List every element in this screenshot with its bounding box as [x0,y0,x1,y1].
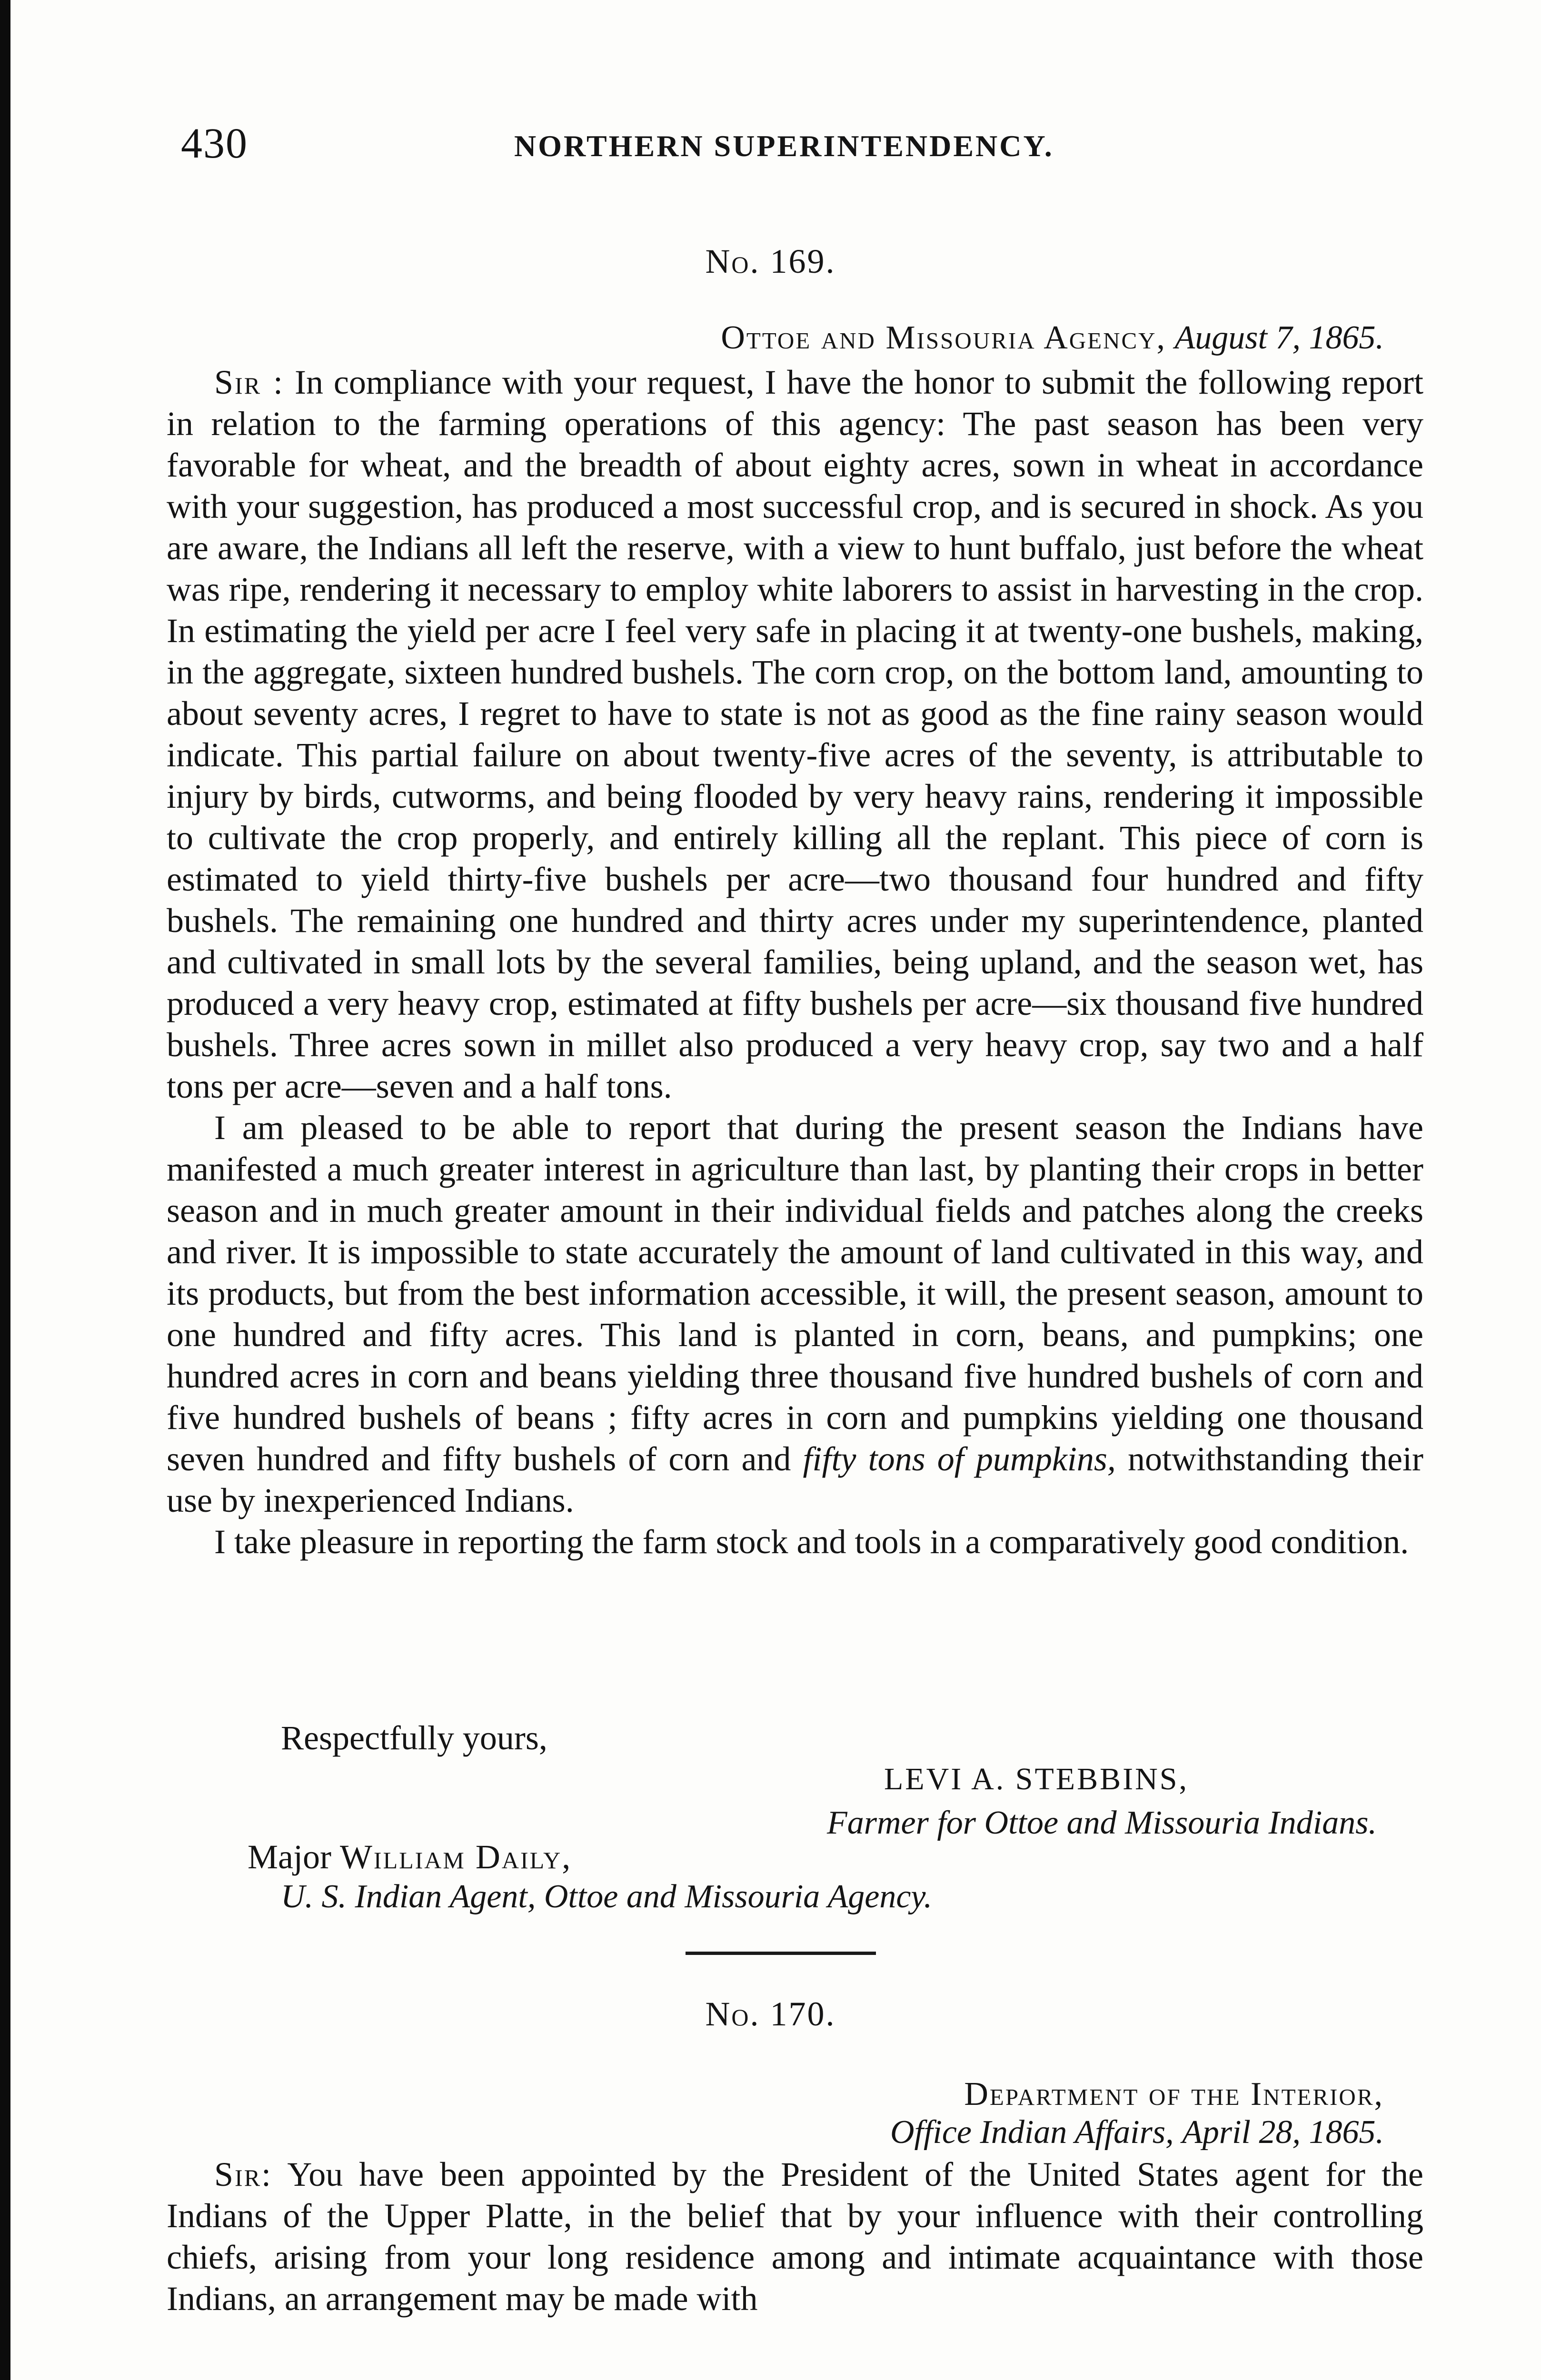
letter-169-body [167,362,1423,1563]
dateline-169 [721,319,1384,357]
dateline-date: April 28, 1865. [1182,2114,1384,2151]
paragraph-1: Sir: You have been appointed by the President of the United States agent for the Indians of the Upper Platte, in the belief that by your influence with their controlling chiefs, arising from your long residence among and intimate acquaintance with those Indians, an arrangement may be made with [167,2155,1423,2318]
paragraph-2: I am pleased to be able to report that during the present season the Indians have manifested a much greater interest in agriculture than last, by planting their crops in better season and in much greater amount in their individual fields and patches along the creeks and river. It is impossible to state accurately the amount of land cultivated in this way, and its products, but from the best information accessible, it will, the present season, amount to one hundred and fifty acres. This land is planted in corn, beans, and pumpkins; one hundred acres in corn and beans yielding three thousand five hundred bushels of corn and five hundred bushels of beans ; fifty acres in corn and pumpkins yielding one thousand seven hundred and fifty bushels of corn and fifty tons of pumpkins, notwithstanding their use by inexperienced Indians. [167,1109,1423,1519]
office-line: Office Indian Affairs, [890,2114,1174,2151]
salutation: Sir : [214,363,285,401]
addressee-name: Major William Daily, [248,1838,572,1876]
addressee-title: U. S. Indian Agent, Ottoe and Missouria Agency. [281,1878,933,1915]
running-title: NORTHERN SUPERINTENDENCY. [514,129,1054,163]
salutation: Sir: [214,2155,273,2193]
letter-number-170: No. 170. [705,1995,836,2033]
section-divider [686,1952,876,1955]
letter-170-body [167,2154,1423,2320]
running-header [181,119,1419,171]
italic-phrase: fifty tons of pumpkins, [803,1440,1116,1478]
dateline-date: August 7, 1865. [1174,319,1384,356]
dateline-170 [890,2113,1384,2152]
letter-number-169: No. 169. [705,242,836,280]
closing-line: Respectfully yours, [281,1719,547,1757]
signer-title: Farmer for Ottoe and Missouria Indians. [827,1805,1377,1841]
signer-name: LEVI A. STEBBINS, [884,1762,1189,1796]
dateline-place: Ottoe and Missouria Agency, [721,319,1167,356]
department-line: Department of the Interior, [964,2076,1384,2112]
paragraph-1: Sir : In compliance with your request, I have the honor to submit the following report in relation to the farming operations of this agency: The past season has been very favorable for wheat, and the breadth of about eighty acres, sown in wheat in accordance with your suggestion, has produced a most successful crop, and is secured in shock. As you are aware, the Indians all left the reserve, with a view to hunt buffalo, just before the wheat was ripe, rendering it necessary to employ white laborers to assist in harvesting in the crop. In estimating the yield per acre I feel very safe in placing it at twenty-one bushels, making, in the aggregate, sixteen hundred bushels. The corn crop, on the bottom land, amounting to about seventy acres, I regret to have to state is not as good as the fine rainy season would indicate. This partial failure on about twenty-five acres of the seventy, is attributable to injury by birds, cutworms, and being flooded by very heavy rains, rendering it impossible to cultivate the crop properly, and entirely killing all the replant. This piece of corn is estimated to yield thirty-five bushels per acre—two thousand four hundred and fifty bushels. The remaining one hundred and thirty acres under my superintendence, planted and cultivated in small lots by the several families, being upland, and the season wet, has produced a very heavy crop, estimated at fifty bushels per acre—six thousand five hundred bushels. Three acres sown in millet also produced a very heavy crop, say two and a half tons per acre—seven and a half tons. [167,363,1423,1105]
paragraph-3: I take pleasure in reporting the farm stock and tools in a comparatively good condition. [214,1523,1409,1561]
page-number: 430 [181,120,248,167]
